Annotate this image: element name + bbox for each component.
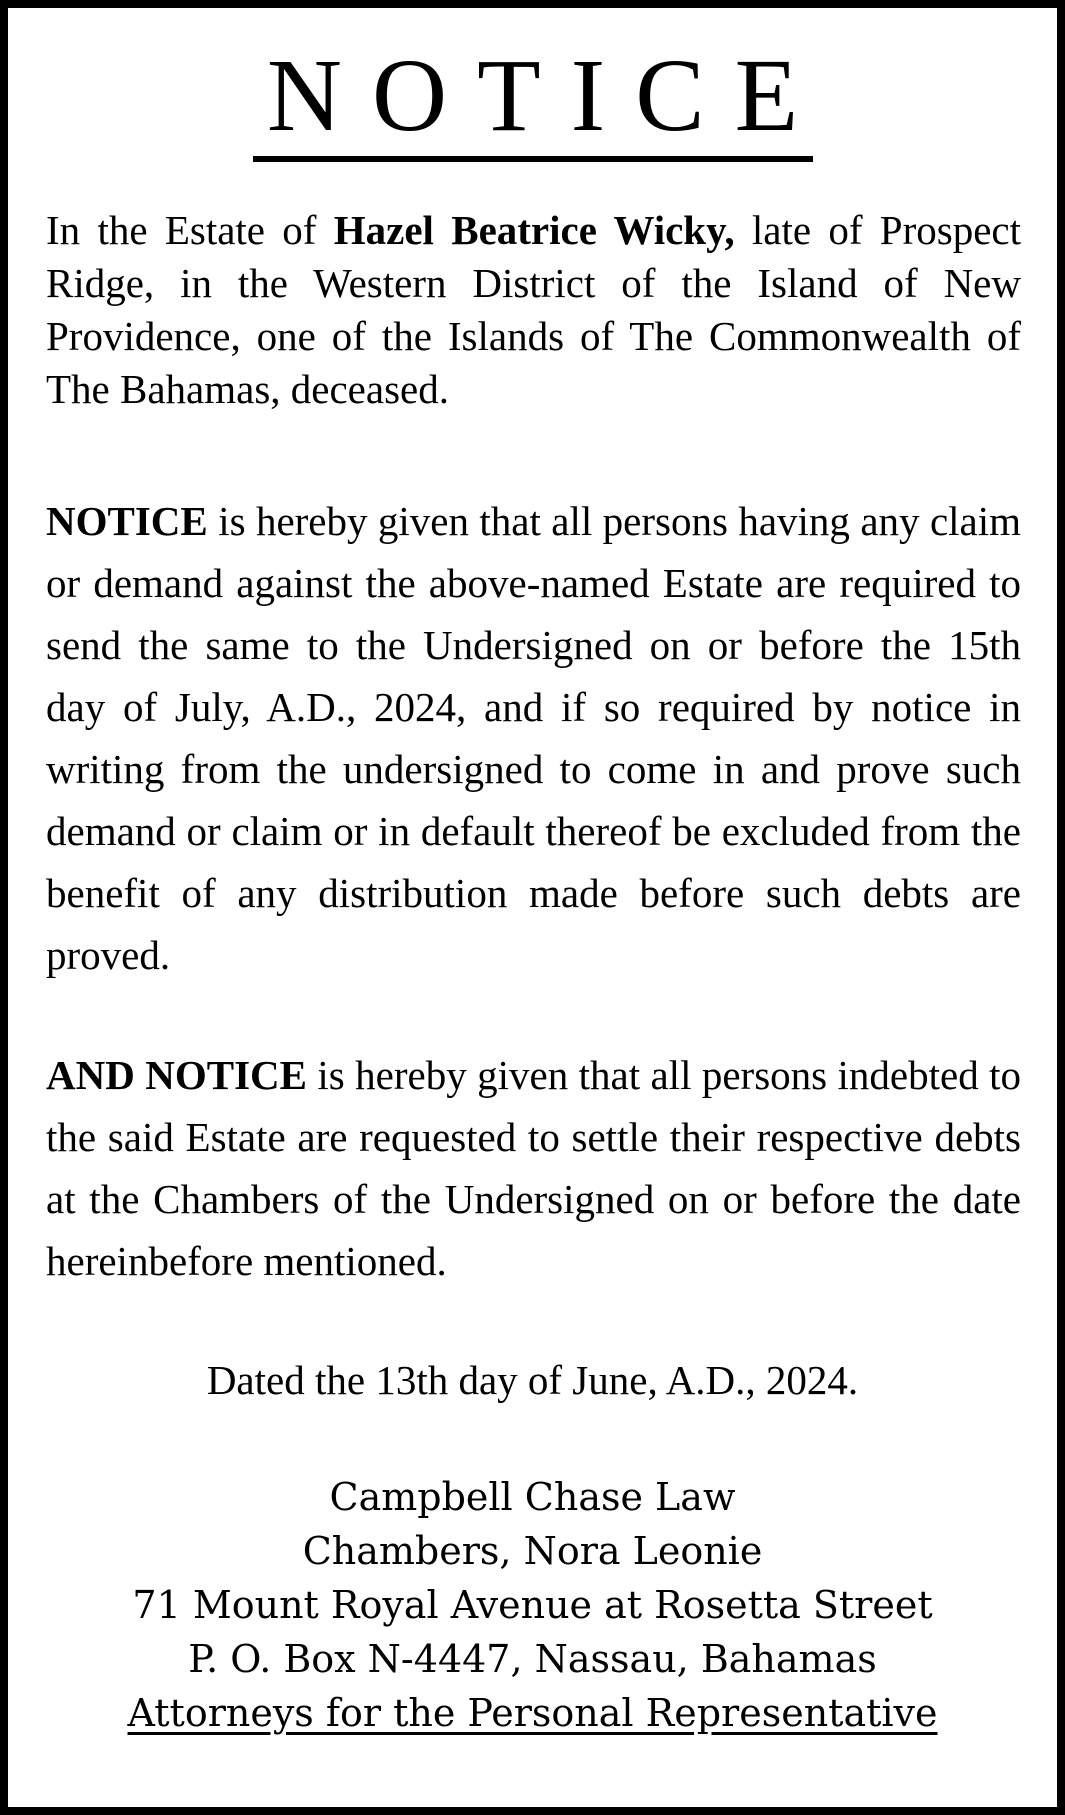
debts-paragraph <box>46 1044 1021 1292</box>
title-underline <box>253 156 813 162</box>
estate-paragraph <box>46 204 1021 416</box>
deceased-name: Hazel Beatrice Wicky, <box>333 207 735 253</box>
debts-lead: AND NOTICE <box>46 1052 307 1098</box>
estate-intro: In the Estate of <box>46 207 317 253</box>
address-line-firm: Campbell Chase Law <box>329 1475 736 1519</box>
debts-text: is hereby given that all persons indebted to the said Estate are requested to settle their respective debts at the Chambers of the Undersigned on or before the date hereinbefore mentioned. <box>46 1052 1022 1284</box>
claims-text: is hereby given that all persons having any claim or demand against the above-named Estate are required to send the same to the Undersigned on or before the 15th day of July, A.D., 2024, and if so required by notice in writing from the undersigned to come in and prove such demand or claim or in default thereof be excluded from the benefit of any distribution made before such debts are proved. <box>46 498 1022 978</box>
notice-title: NOTICE <box>266 38 829 153</box>
address-line-street: 71 Mount Royal Avenue at Rosetta Street <box>132 1583 933 1627</box>
attorney-address-block <box>8 1470 1057 1740</box>
notice-title-block <box>8 38 1057 162</box>
address-line-chambers: Chambers, Nora Leonie <box>302 1529 763 1573</box>
address-line-role: Attorneys for the Personal Representative <box>127 1691 938 1735</box>
dated-line: Dated the 13th day of June, A.D., 2024. <box>206 1357 859 1403</box>
estate-details: late of Prospect Ridge, in the Western District of the Island of New Providence, one of the Islands of The Commonwealth of The Bahamas, deceased. <box>46 207 1022 412</box>
claims-paragraph <box>46 490 1021 986</box>
address-line-pobox: P. O. Box N-4447, Nassau, Bahamas <box>188 1637 877 1681</box>
claims-lead: NOTICE <box>46 498 208 544</box>
